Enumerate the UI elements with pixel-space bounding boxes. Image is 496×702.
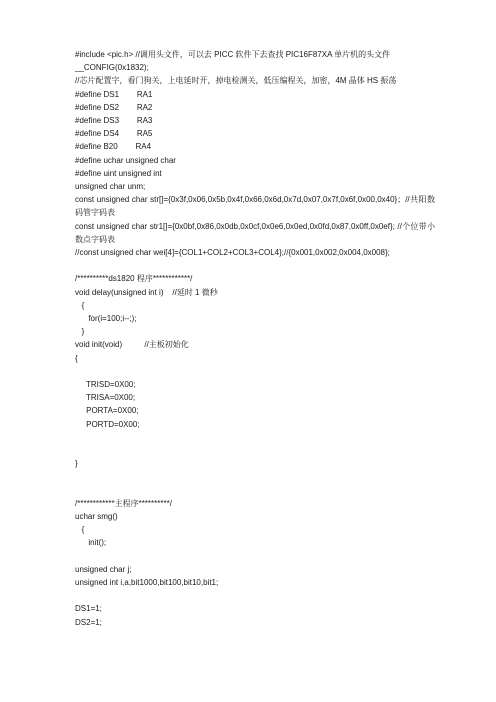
code-line: DS1=1; bbox=[75, 604, 102, 614]
code-line: { bbox=[75, 353, 78, 363]
blank-line bbox=[75, 365, 435, 378]
code-line: { bbox=[75, 300, 85, 310]
code-line: #define DS2 RA2 bbox=[75, 102, 153, 112]
code-line: unsigned char unm; bbox=[75, 182, 146, 192]
code-line: PORTA=0X00; bbox=[75, 406, 139, 416]
code-line: #define DS1 RA1 bbox=[75, 89, 153, 99]
code-line: #define uint unsigned int bbox=[75, 168, 162, 178]
code-line: init(); bbox=[75, 538, 107, 548]
blank-line bbox=[75, 484, 435, 497]
code-line: const unsigned char str1[]={0x0bf,0x86,0x0db,0x0cf,0x0e6,0x0ed,0x0fd,0x87,0x0ff,0x0ef}; //个位带小数点字码表 bbox=[75, 221, 435, 244]
blank-line bbox=[75, 589, 435, 602]
code-line: #define DS4 RA5 bbox=[75, 129, 153, 139]
code-line: #define DS3 RA3 bbox=[75, 116, 153, 126]
code-line: } bbox=[75, 327, 85, 337]
code-line: #define B20 RA4 bbox=[75, 142, 152, 152]
code-line: } bbox=[75, 459, 78, 469]
code-line: __CONFIG(0x1832); bbox=[75, 63, 149, 73]
code-line: //const unsigned char wei[4]={COL1+COL2+COL3+COL4};//{0x001,0x002,0x004,0x008}; bbox=[75, 248, 390, 258]
code-listing bbox=[75, 48, 435, 629]
blank-line bbox=[75, 431, 435, 444]
blank-line bbox=[75, 470, 435, 483]
code-line: const unsigned char str[]={0x3f,0x06,0x5b,0x4f,0x66,0x6d,0x7d,0x07,0x7f,0x6f,0x00,0x40}；//共阳数码管字码表 bbox=[75, 195, 435, 218]
code-line: /**********ds1820 程序************/ bbox=[75, 274, 193, 284]
code-line: uchar smg() bbox=[75, 512, 118, 522]
code-line: #define uchar unsigned char bbox=[75, 155, 176, 165]
blank-line bbox=[75, 444, 435, 457]
code-line: void init(void) //主板初始化 bbox=[75, 340, 189, 350]
code-line: void delay(unsigned int i) //延时 1 微秒 bbox=[75, 287, 218, 297]
code-line: unsigned char j; bbox=[75, 564, 132, 574]
code-line: { bbox=[75, 525, 85, 535]
code-line: TRISD=0X00; bbox=[75, 380, 136, 390]
code-line: /************主程序**********/ bbox=[75, 498, 172, 508]
code-line: //芯片配置字，看门狗关，上电延时开，掉电检测关，低压编程关，加密，4M 晶体 HS 振荡 bbox=[75, 76, 397, 86]
code-line: for(i=100;i--;); bbox=[75, 314, 137, 324]
blank-line bbox=[75, 550, 435, 563]
code-line: #include <pic.h> //调用头文件，可以去 PICC 软件下去查找 PIC16F87XA 单片机的头文件 bbox=[75, 50, 391, 59]
code-line: TRISA=0X00; bbox=[75, 393, 136, 403]
blank-line bbox=[75, 259, 435, 272]
code-line: DS2=1; bbox=[75, 617, 102, 627]
code-line: PORTD=0X00; bbox=[75, 419, 140, 429]
code-line: unsigned int i,a,bit1000,bit100,bit10,bit1; bbox=[75, 578, 219, 588]
